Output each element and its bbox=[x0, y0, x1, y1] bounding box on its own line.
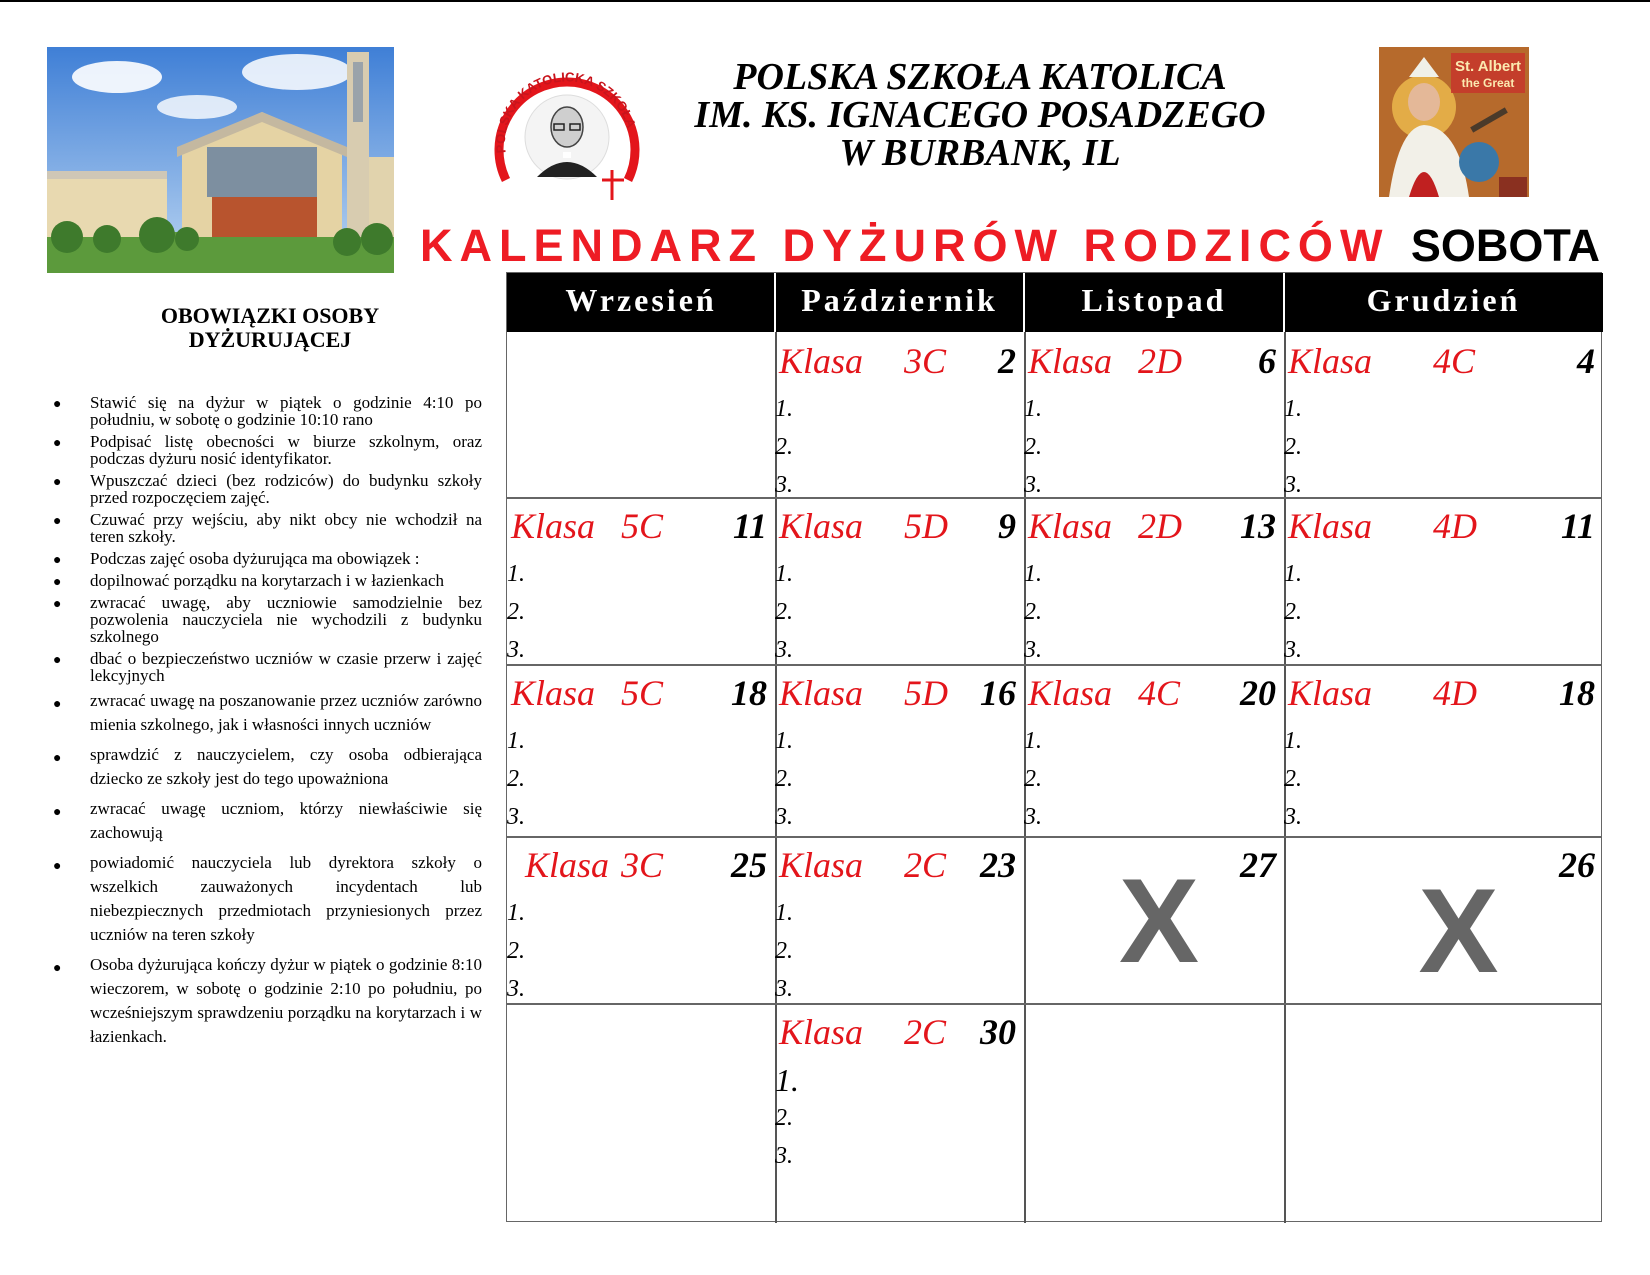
duty-cell bbox=[1284, 332, 1603, 497]
slot-label: 2. bbox=[1284, 766, 1302, 792]
slot-label: 2. bbox=[775, 599, 793, 625]
class-label bbox=[1288, 340, 1603, 380]
duty-slots bbox=[775, 1061, 799, 1175]
class-word: Klasa bbox=[1028, 506, 1113, 546]
slot-label: 1. bbox=[1284, 561, 1302, 587]
duty-text: Podczas zajęć osoba dyżurująca ma obowiązek : bbox=[90, 549, 420, 568]
slot-label: 3. bbox=[775, 976, 793, 1002]
day-number: 11 bbox=[1560, 506, 1595, 546]
slot-label: 1. bbox=[775, 396, 793, 422]
day-number: 23 bbox=[980, 845, 1016, 885]
class-word: Klasa bbox=[511, 506, 596, 546]
duty-item bbox=[50, 594, 482, 645]
slot-label: 1. bbox=[1024, 728, 1042, 754]
duty-cell bbox=[775, 1003, 1024, 1223]
class-label bbox=[779, 844, 1024, 884]
duty-text: Wpuszczać dzieci (bez rodziców) do budynku szkoły przed rozpoczęciem zajęć. bbox=[90, 471, 482, 507]
duties-list bbox=[50, 394, 482, 1055]
top-border bbox=[0, 0, 1650, 2]
duty-text: powiadomić nauczyciela lub dyrektora szkoły o wszelkich zauważonych incydentach lub niebezpiecznych przedmiotach przyniesionych przez uczniów na teren szkoły bbox=[90, 853, 482, 944]
class-label bbox=[779, 505, 1024, 545]
class-code: 5D bbox=[904, 673, 948, 713]
class-code: 3C bbox=[904, 341, 947, 381]
duty-slots bbox=[775, 555, 793, 669]
duties-title bbox=[120, 304, 420, 352]
class-word: Klasa bbox=[1028, 341, 1113, 381]
class-word: Klasa bbox=[1288, 506, 1373, 546]
header-divider bbox=[774, 273, 776, 332]
slot-label: 1. bbox=[1024, 561, 1042, 587]
duty-slots bbox=[507, 894, 525, 1008]
bullet-icon: ● bbox=[53, 961, 62, 976]
school-name-line1: POLSKA SZKOŁA KATOLICA bbox=[733, 56, 1227, 98]
duty-text: dbać o bezpieczeństwo uczniów w czasie przerw i zajęć lekcyjnych bbox=[90, 649, 482, 685]
saint-label-line1: St. Albert bbox=[1454, 58, 1522, 75]
bullet-icon: ● bbox=[53, 859, 62, 874]
slot-label: 1. bbox=[507, 728, 525, 754]
duty-cell bbox=[507, 664, 775, 836]
class-code: 4C bbox=[1433, 341, 1476, 381]
duty-slots bbox=[1024, 555, 1042, 669]
class-label bbox=[511, 505, 775, 545]
month-header: Listopad bbox=[1024, 273, 1284, 332]
header-divider bbox=[1023, 273, 1025, 332]
class-code: 5C bbox=[621, 506, 664, 546]
duty-calendar bbox=[506, 272, 1602, 1222]
class-code: 2D bbox=[1138, 506, 1182, 546]
duty-slots bbox=[1284, 722, 1302, 836]
class-code: 4C bbox=[1138, 673, 1181, 713]
duty-text: Stawić się na dyżur w piątek o godzinie 4:10 po południu, w sobotę o godzinie 10:10 rano bbox=[90, 393, 482, 429]
class-label bbox=[1028, 672, 1284, 712]
day-number: 20 bbox=[1240, 673, 1276, 713]
day-number: 26 bbox=[1559, 845, 1595, 885]
duty-cell bbox=[775, 332, 1024, 497]
duty-cell bbox=[1284, 836, 1603, 1003]
class-word: Klasa bbox=[1288, 341, 1373, 381]
duty-item bbox=[50, 797, 482, 845]
duty-cell bbox=[1024, 497, 1284, 664]
class-word: Klasa bbox=[779, 1012, 864, 1052]
calendar-title: KALENDARZ DYŻURÓW RODZICÓW bbox=[420, 220, 1390, 271]
slot-label: 3. bbox=[1024, 472, 1042, 498]
class-word: Klasa bbox=[779, 341, 864, 381]
duty-item bbox=[50, 511, 482, 545]
class-label bbox=[1028, 505, 1284, 545]
slot-label: 3. bbox=[507, 804, 525, 830]
duty-slots bbox=[775, 390, 793, 504]
class-code: 2C bbox=[904, 1012, 947, 1052]
bullet-icon: ● bbox=[53, 475, 62, 490]
slot-label: 1. bbox=[775, 900, 793, 926]
class-code: 4D bbox=[1433, 673, 1477, 713]
bullet-icon: ● bbox=[53, 597, 62, 612]
duty-item bbox=[50, 953, 482, 1049]
duty-cell bbox=[775, 836, 1024, 1003]
class-label bbox=[1288, 672, 1603, 712]
header-divider bbox=[1283, 273, 1285, 332]
class-code: 2D bbox=[1138, 341, 1182, 381]
day-title: SOBOTA bbox=[1410, 220, 1600, 271]
slot-label: 3. bbox=[1024, 804, 1042, 830]
slot-label: 1. bbox=[775, 1062, 799, 1098]
duty-text: zwracać uwagę, aby uczniowie samodzielnie bez pozwolenia nauczyciela nie wychodzili z budynku szkolnego bbox=[90, 593, 482, 646]
bullet-icon: ● bbox=[53, 553, 62, 568]
slot-label: 2. bbox=[1284, 434, 1302, 460]
duty-slots bbox=[1284, 390, 1302, 504]
duty-item bbox=[50, 743, 482, 791]
duty-cell bbox=[1024, 332, 1284, 497]
duty-slots bbox=[1284, 555, 1302, 669]
slot-label: 3. bbox=[1284, 637, 1302, 663]
duty-cell bbox=[1284, 664, 1603, 836]
slot-label: 3. bbox=[507, 637, 525, 663]
slot-label: 2. bbox=[775, 1105, 793, 1131]
duty-cell bbox=[775, 664, 1024, 836]
duty-item bbox=[50, 851, 482, 947]
cancelled-mark: X bbox=[1119, 854, 1200, 988]
duty-slots bbox=[507, 722, 525, 836]
class-word: Klasa bbox=[1028, 673, 1113, 713]
bullet-icon: ● bbox=[53, 653, 62, 668]
duty-slots bbox=[775, 722, 793, 836]
duty-item bbox=[50, 572, 482, 589]
slot-label: 2. bbox=[1024, 599, 1042, 625]
day-number: 18 bbox=[1559, 673, 1595, 713]
saint-albert-picture bbox=[1379, 47, 1529, 197]
duty-item bbox=[50, 433, 482, 467]
duty-text: sprawdzić z nauczycielem, czy osoba odbierająca dziecko ze szkoły jest do tego upoważniona bbox=[90, 745, 482, 788]
day-number: 6 bbox=[1258, 341, 1276, 381]
school-name-line3: W BURBANK, IL bbox=[839, 132, 1121, 174]
slot-label: 1. bbox=[1284, 728, 1302, 754]
class-word: Klasa bbox=[779, 506, 864, 546]
class-label bbox=[511, 844, 775, 884]
slot-label: 2. bbox=[1284, 599, 1302, 625]
duty-text: Podpisać listę obecności w biurze szkolnym, oraz podczas dyżuru nosić identyfikator. bbox=[90, 432, 482, 468]
duty-text: zwracać uwagę uczniom, którzy niewłaściwie się zachowują bbox=[90, 799, 482, 842]
duty-item bbox=[50, 472, 482, 506]
saint-label-line2: the Great bbox=[1461, 76, 1515, 90]
bullet-icon: ● bbox=[53, 575, 62, 590]
bullet-icon: ● bbox=[53, 436, 62, 451]
class-word: Klasa bbox=[779, 845, 864, 885]
slot-label: 3. bbox=[775, 472, 793, 498]
logo-ring-text: POLSKA KATOLICKA SZKOŁA bbox=[492, 69, 639, 154]
class-code: 5D bbox=[904, 506, 948, 546]
slot-label: 3. bbox=[775, 804, 793, 830]
bullet-icon: ● bbox=[53, 751, 62, 766]
month-header: Październik bbox=[775, 273, 1024, 332]
day-number: 18 bbox=[731, 673, 767, 713]
day-number: 25 bbox=[731, 845, 767, 885]
slot-label: 3. bbox=[1284, 472, 1302, 498]
duty-item bbox=[50, 650, 482, 684]
duty-text: Czuwać przy wejściu, aby nikt obcy nie wchodził na teren szkoły. bbox=[90, 510, 482, 546]
class-word: Klasa bbox=[511, 673, 596, 713]
slot-label: 2. bbox=[507, 766, 525, 792]
slot-label: 1. bbox=[775, 728, 793, 754]
class-word: Klasa bbox=[1288, 673, 1373, 713]
day-number: 2 bbox=[998, 341, 1016, 381]
grid-line bbox=[507, 1003, 1601, 1005]
day-number: 11 bbox=[732, 506, 767, 546]
class-label bbox=[779, 672, 1024, 712]
slot-label: 2. bbox=[775, 766, 793, 792]
bullet-icon: ● bbox=[53, 697, 62, 712]
duty-slots bbox=[1024, 722, 1042, 836]
slot-label: 1. bbox=[1024, 396, 1042, 422]
duty-text: zwracać uwagę na poszanowanie przez uczniów zarówno mienia szkolnego, jak i własności innych uczniów bbox=[90, 691, 482, 734]
duty-cell bbox=[1024, 664, 1284, 836]
class-code: 4D bbox=[1433, 506, 1477, 546]
class-code: 2C bbox=[904, 845, 947, 885]
slot-label: 2. bbox=[1024, 766, 1042, 792]
school-name-line2: IM. KS. IGNACEGO POSADZEGO bbox=[694, 94, 1266, 136]
duty-item bbox=[50, 394, 482, 428]
bullet-icon: ● bbox=[53, 514, 62, 529]
slot-label: 2. bbox=[507, 599, 525, 625]
slot-label: 2. bbox=[775, 434, 793, 460]
slot-label: 2. bbox=[775, 938, 793, 964]
slot-label: 2. bbox=[507, 938, 525, 964]
day-number: 16 bbox=[980, 673, 1016, 713]
slot-label: 1. bbox=[507, 561, 525, 587]
slot-label: 1. bbox=[775, 561, 793, 587]
slot-label: 3. bbox=[775, 1143, 793, 1169]
duty-cell bbox=[1024, 836, 1284, 1003]
church-photo bbox=[47, 47, 394, 273]
duty-cell bbox=[775, 497, 1024, 664]
class-label bbox=[1288, 505, 1603, 545]
slot-label: 3. bbox=[507, 976, 525, 1002]
duty-text: dopilnować porządku na korytarzach i w łazienkach bbox=[90, 571, 445, 590]
bullet-icon: ● bbox=[53, 805, 62, 820]
school-logo bbox=[492, 52, 642, 202]
duty-text: Osoba dyżurująca kończy dyżur w piątek o godzinie 8:10 wieczorem, w sobotę o godzinie 2:10 po południu, po wcześniejszym sprawdzeniu porządku na korytarzach i w łazienkach. bbox=[90, 955, 482, 1046]
duties-title-line1: OBOWIĄZKI OSOBY bbox=[160, 303, 380, 328]
class-label bbox=[779, 1011, 1024, 1051]
slot-label: 3. bbox=[1024, 637, 1042, 663]
month-header: Wrzesień bbox=[507, 273, 775, 332]
slot-label: 2. bbox=[1024, 434, 1042, 460]
class-label bbox=[511, 672, 775, 712]
slot-label: 1. bbox=[1284, 396, 1302, 422]
day-number: 9 bbox=[998, 506, 1016, 546]
class-code: 5C bbox=[621, 673, 664, 713]
month-header: Grudzień bbox=[1284, 273, 1603, 332]
duty-slots bbox=[1024, 390, 1042, 504]
day-number: 27 bbox=[1240, 845, 1276, 885]
class-label bbox=[1028, 340, 1284, 380]
duties-title-line2: DYŻURUJĄCEJ bbox=[188, 327, 352, 352]
day-number: 13 bbox=[1240, 506, 1276, 546]
class-word: Klasa bbox=[779, 673, 864, 713]
class-label bbox=[779, 340, 1024, 380]
slot-label: 3. bbox=[775, 637, 793, 663]
day-number: 4 bbox=[1577, 341, 1595, 381]
slot-label: 1. bbox=[507, 900, 525, 926]
duty-slots bbox=[507, 555, 525, 669]
class-word: Klasa bbox=[525, 845, 610, 885]
school-name bbox=[660, 58, 1300, 172]
class-code: 3C bbox=[621, 845, 664, 885]
day-number: 30 bbox=[980, 1012, 1016, 1052]
duty-cell bbox=[507, 497, 775, 664]
duty-cell bbox=[1284, 497, 1603, 664]
duty-item bbox=[50, 689, 482, 737]
duty-slots bbox=[775, 894, 793, 1008]
cancelled-mark: X bbox=[1418, 864, 1499, 998]
bullet-icon: ● bbox=[53, 397, 62, 412]
duty-item bbox=[50, 550, 482, 567]
duty-cell bbox=[507, 836, 775, 1003]
slot-label: 3. bbox=[1284, 804, 1302, 830]
